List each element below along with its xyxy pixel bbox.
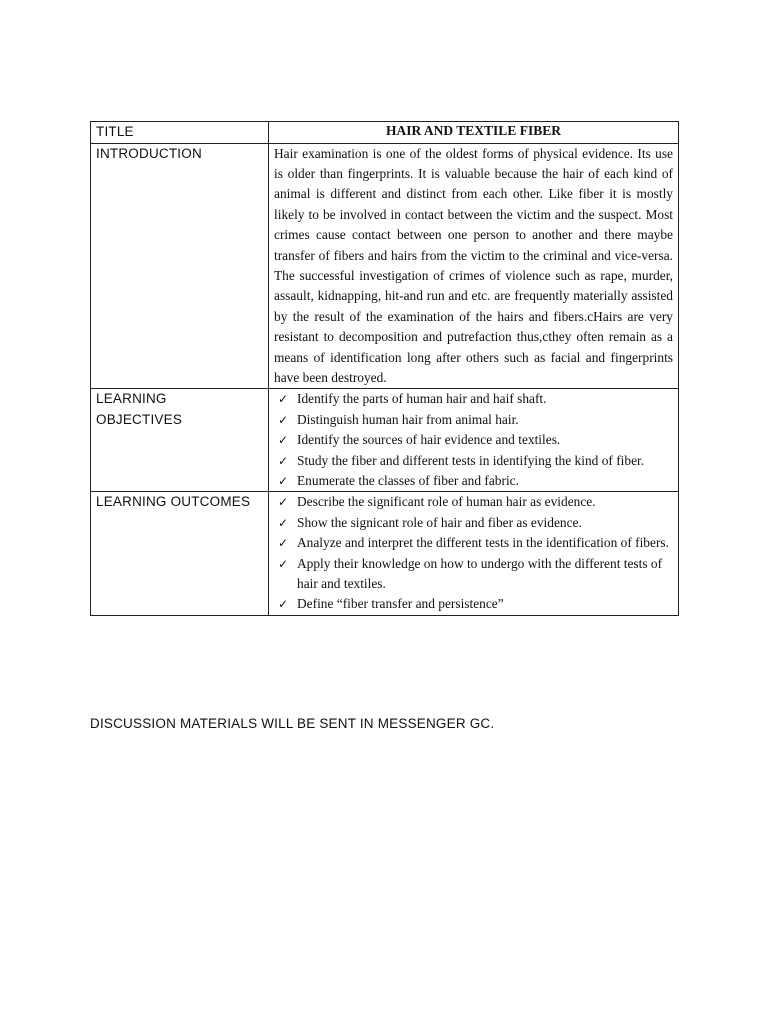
title-row bbox=[91, 122, 679, 144]
list-item bbox=[274, 513, 673, 533]
objectives-label bbox=[91, 389, 269, 492]
outcomes-label: LEARNING OUTCOMES bbox=[91, 492, 269, 615]
list-item bbox=[274, 389, 673, 409]
list-item bbox=[274, 410, 673, 430]
list-item bbox=[274, 451, 673, 471]
footer-note: DISCUSSION MATERIALS WILL BE SENT IN MESSENGER GC. bbox=[90, 716, 495, 731]
checkmark-icon: ✓ bbox=[278, 597, 289, 612]
outcomes-row bbox=[91, 492, 679, 615]
checkmark-icon: ✓ bbox=[278, 433, 289, 448]
checkmark-icon: ✓ bbox=[278, 536, 289, 551]
outcome-text: Apply their knowledge on how to undergo with the different tests of hair and textiles. bbox=[297, 555, 663, 592]
checkmark-icon: ✓ bbox=[278, 556, 289, 571]
syllabus-table bbox=[90, 121, 679, 616]
outcome-text: Analyze and interpret the different tests in the identification of fibers. bbox=[297, 535, 669, 551]
checkmark-icon: ✓ bbox=[278, 412, 289, 427]
introduction-cell bbox=[269, 143, 679, 389]
outcomes-cell bbox=[269, 492, 679, 615]
outcome-text: Describe the significant role of human hair as evidence. bbox=[297, 494, 596, 510]
objectives-cell bbox=[269, 389, 679, 492]
objective-text: Identify the sources of hair evidence and textiles. bbox=[297, 432, 561, 448]
introduction-text: Hair examination is one of the oldest forms of physical evidence. Its use is older than fingerprints. It is valuable because the hair of each kind of animal is different and distinct from each other. Like fiber it is mostly likely to be involved in contact between the victim and the suspect. Most crimes cause contact between one person to another and there maybe transfer of fibers and hairs from the victim to the criminal and vice-versa. The successful investigation of crimes of violence such as rape, murder, assault, kidnapping, hit-and run and etc. are frequently materially assisted by the result of the examination of the hairs and fibers.cHairs are very resistant to decomposition and putrefaction thus,cthey often remain as a means of identification long after others such as facial and fingerprints have been destroyed. bbox=[274, 145, 673, 385]
checkmark-icon: ✓ bbox=[278, 392, 289, 407]
checkmark-icon: ✓ bbox=[278, 515, 289, 530]
outcomes-list bbox=[274, 492, 673, 614]
objective-text: Identify the parts of human hair and haif shaft. bbox=[297, 391, 547, 407]
outcome-text: Show the signicant role of hair and fiber as evidence. bbox=[297, 514, 582, 530]
introduction-row bbox=[91, 143, 679, 389]
objectives-label-line1: LEARNING bbox=[96, 391, 167, 407]
list-item bbox=[274, 594, 673, 614]
objectives-row bbox=[91, 389, 679, 492]
list-item bbox=[274, 554, 673, 595]
title-label: TITLE bbox=[91, 122, 269, 144]
objective-text: Study the fiber and different tests in identifying the kind of fiber. bbox=[297, 452, 645, 468]
list-item bbox=[274, 492, 673, 512]
list-item bbox=[274, 430, 673, 450]
checkmark-icon: ✓ bbox=[278, 453, 289, 468]
list-item bbox=[274, 533, 673, 553]
outcome-text: Define “fiber transfer and persistence” bbox=[297, 596, 504, 612]
objective-text: Distinguish human hair from animal hair. bbox=[297, 411, 519, 427]
introduction-label: INTRODUCTION bbox=[91, 143, 269, 389]
objectives-label-line2: OBJECTIVES bbox=[96, 411, 183, 427]
title-value: HAIR AND TEXTILE FIBER bbox=[269, 122, 679, 144]
list-item bbox=[274, 471, 673, 491]
objective-text: Enumerate the classes of fiber and fabric. bbox=[297, 473, 519, 488]
objectives-list bbox=[274, 389, 673, 491]
checkmark-icon: ✓ bbox=[278, 474, 289, 488]
checkmark-icon: ✓ bbox=[278, 495, 289, 510]
